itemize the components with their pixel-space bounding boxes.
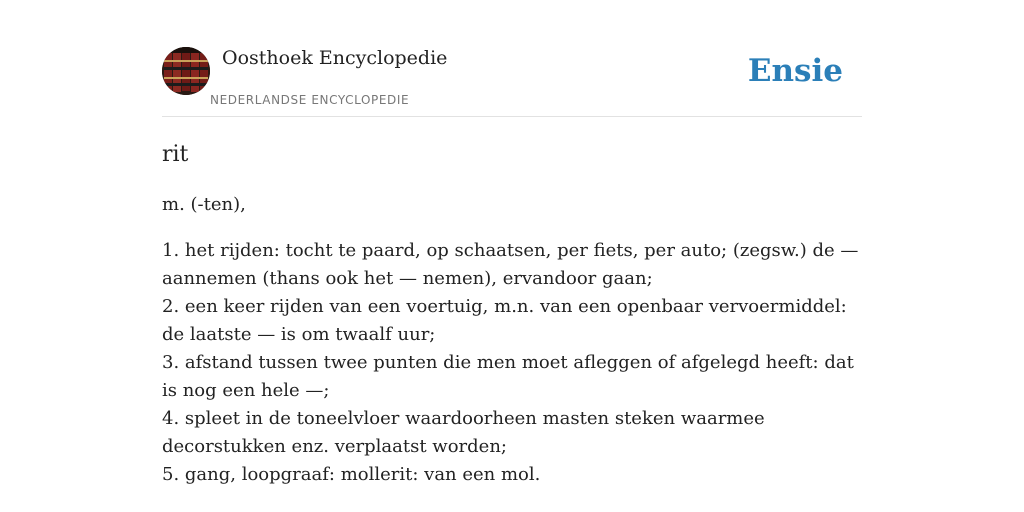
entry-grammar: m. (-ten), [162, 194, 246, 215]
definition-item: 1. het rijden: tocht te paard, op schaatsen, per fiets, per auto; (zegsw.) de — aannemen (thans ook het — nemen), ervandoor gaan; [162, 240, 859, 289]
book-spines-icon [162, 47, 210, 95]
definition-list [162, 237, 862, 489]
definition-item: 2. een keer rijden van een voertuig, m.n. van een openbaar vervoermiddel: de laatste — is om twaalf uur; [162, 296, 847, 345]
definition-item: 5. gang, loopgraaf: mollerit: van een mol. [162, 464, 541, 485]
entry-content [162, 139, 862, 489]
entry-term: rit [162, 142, 189, 167]
definition-item: 3. afstand tussen twee punten die men moet afleggen of afgelegd heeft: dat is nog een hele —; [162, 352, 854, 401]
definition-item: 4. spleet in de toneelvloer waardoorheen masten steken waarmee decorstukken enz. verplaatst worden; [162, 408, 765, 457]
site-subtitle: NEDERLANDSE ENCYCLOPEDIE [210, 93, 410, 107]
site-title[interactable]: Oosthoek Encyclopedie [222, 47, 448, 69]
ensie-logo[interactable]: Ensie [747, 53, 843, 89]
site-header [162, 46, 862, 117]
encyclopedia-avatar[interactable] [162, 47, 210, 95]
